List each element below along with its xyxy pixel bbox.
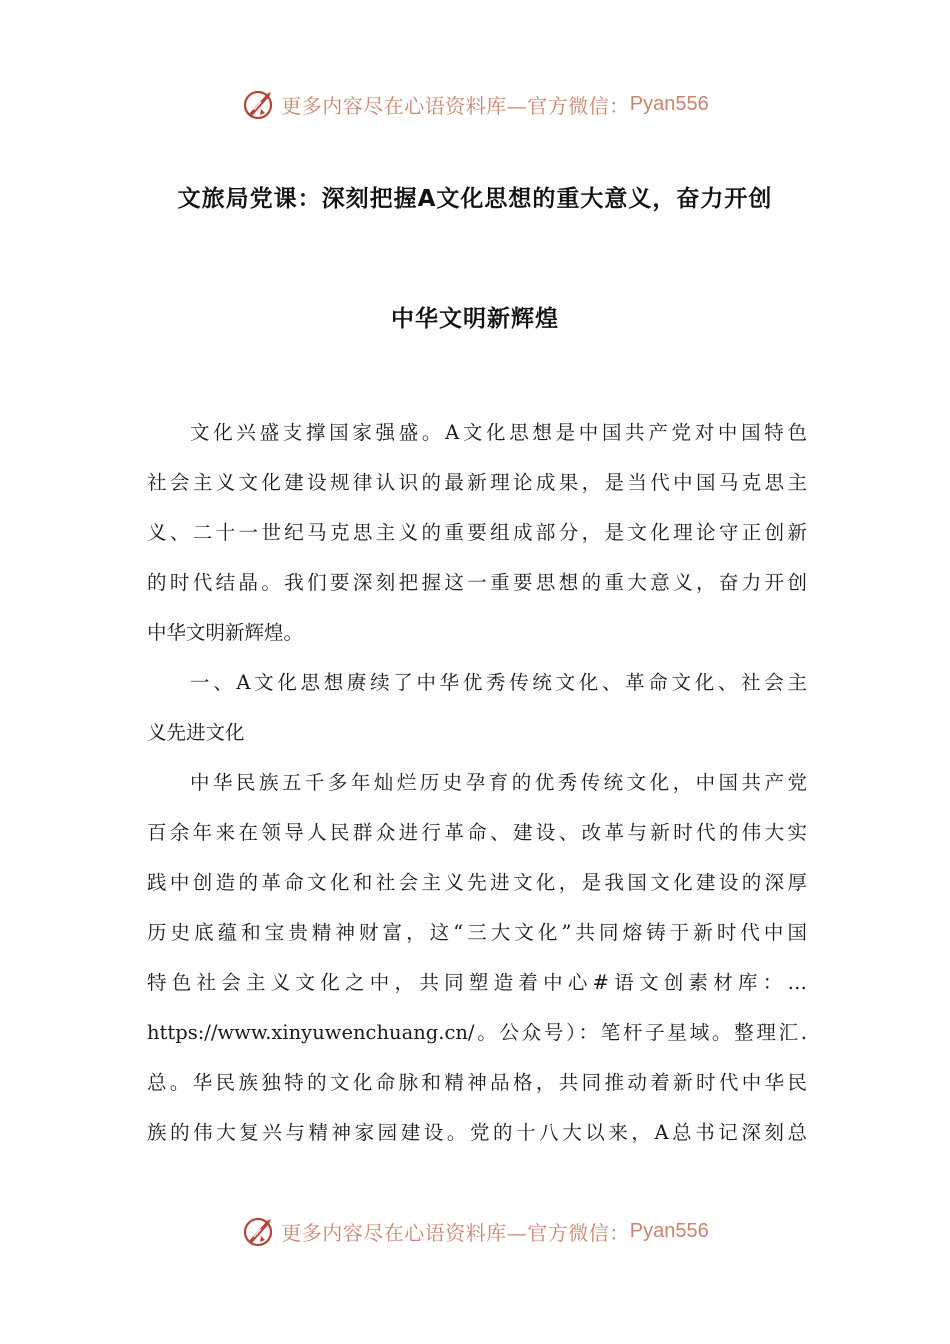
body-line-with-link: https://www.xinyuwenchuang.cn/。公众号）：笔杆子星域。整理汇.: [147, 1021, 807, 1044]
body-line: 中华民族五千多年灿烂历史孕育的优秀传统文化，中国共产党: [190, 771, 807, 794]
quill-pen-seal-icon: [241, 1213, 277, 1249]
document-title-line-1: 文旅局党课：深刻把握A文化思想的重大意义，奋力开创: [177, 186, 773, 212]
header-banner-wechat: Pyan556: [629, 92, 709, 115]
quill-pen-seal-icon: [241, 86, 277, 122]
section-heading-line: 义先进文化: [147, 721, 245, 744]
body-line: 百余年来在领导人民群众进行革命、建设、改革与新时代的伟大实: [147, 821, 807, 844]
body-line: 义、二十一世纪马克思主义的重要组成部分，是文化理论守正创新: [147, 521, 807, 544]
section-heading-line: 一、A文化思想赓续了中华优秀传统文化、革命文化、社会主: [190, 671, 807, 694]
header-banner-text: 更多内容尽在心语资料库—官方微信：: [281, 93, 630, 118]
header-banner: [0, 84, 950, 124]
footer-banner-wechat: Pyan556: [629, 1219, 709, 1242]
body-line: 文化兴盛支撑国家强盛。A文化思想是中国共产党对中国特色: [190, 421, 807, 444]
body-line: 中华文明新辉煌。: [147, 621, 304, 644]
body-line: 总。华民族独特的文化命脉和精神品格，共同推动着新时代中华民: [147, 1071, 807, 1094]
body-line: 历史底蕴和宝贵精神财富，这“三大文化”共同熔铸于新时代中国: [147, 921, 807, 944]
body-line: 族的伟大复兴与精神家园建设。党的十八大以来，A总书记深刻总: [147, 1121, 807, 1144]
body-line: 特色社会主义文化之中，共同塑造着中心#语文创素材库：…: [147, 971, 807, 994]
footer-banner: [0, 1211, 950, 1251]
body-line: 社会主义文化建设规律认识的最新理论成果，是当代中国马克思主: [147, 471, 807, 494]
body-line: 践中创造的革命文化和社会主义先进文化，是我国文化建设的深厚: [147, 871, 807, 894]
body-line: 的时代结晶。我们要深刻把握这一重要思想的重大意义，奋力开创: [147, 571, 807, 594]
footer-banner-text: 更多内容尽在心语资料库—官方微信：: [281, 1220, 630, 1245]
document-title-line-2: 中华文明新辉煌: [391, 306, 559, 332]
